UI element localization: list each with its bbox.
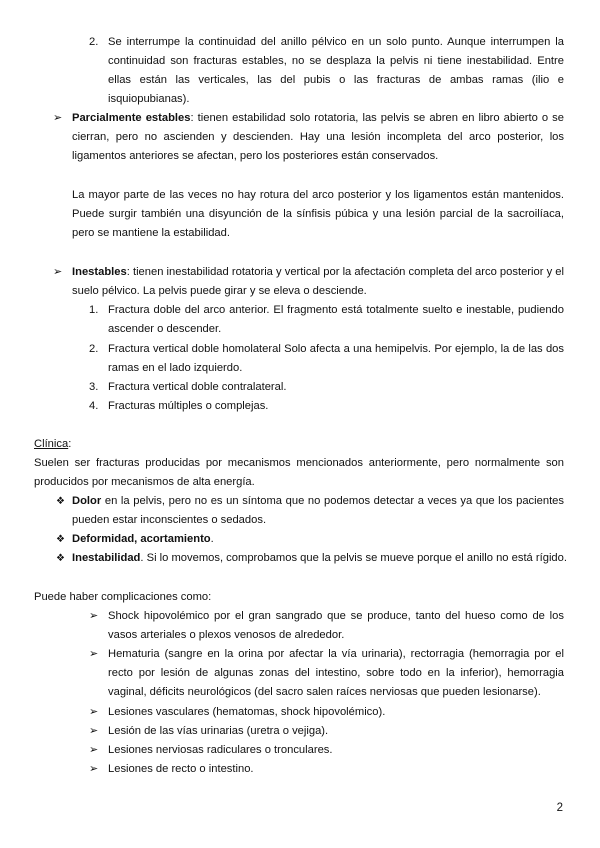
list-number: 1. [89,304,99,316]
arrow-bullet-icon: ➢ [53,266,63,278]
parcialmente-paragraph [72,109,564,166]
arrow-bullet-icon: ➢ [89,648,99,660]
clinica-item-text: . Si lo movemos, comprobamos que la pelvis se mueve porque el anillo no está rígido. [140,552,567,564]
clinica-item-text: . [210,533,214,545]
inestables-text: : tienen inestabilidad rotatoria y vertical por la afectación completa del arco posterior y el suelo pélvico. La pelvis puede girar y se eleva o desciende. [72,266,564,297]
clinica-item-bold: Deformidad, acortamiento [72,533,211,545]
arrow-bullet-icon: ➢ [89,725,99,737]
clinica-intro: Suelen ser fracturas producidas por mecanismos mencionados anteriormente, pero normalmente son producidos por mecanismos de alta energía. [34,457,564,488]
diamond-bullet-icon: ❖ [56,496,65,507]
complicaciones-intro: Puede haber complicaciones como: [34,591,212,603]
arrow-bullet-icon: ➢ [89,763,99,775]
list-item-text: Fractura vertical doble contralateral. [108,381,287,393]
arrow-bullet-icon: ➢ [89,610,99,622]
inestables-title: Inestables [72,266,127,278]
parcialmente-text: : tienen estabilidad solo rotatoria, las pelvis se abren en libro abierto o se cierran, pero no ascienden y descienden. Hay una lesión incompleta del arco posterior, los ligamentos anteriores se afectan, pero los posteriores están conservados. [72,112,564,162]
list-number: 2. [89,36,99,48]
list-item-text: Fractura vertical doble homolateral Solo afecta a una hemipelvis. Por ejemplo, la de las dos ramas en el lado izquierdo. [108,343,564,374]
list-number: 2. [89,343,99,355]
clinica-item [72,492,564,530]
diamond-bullet-icon: ❖ [56,553,65,564]
clinica-item [72,549,572,568]
inestables-paragraph [72,263,564,301]
heading-colon: : [68,438,72,450]
arrow-bullet-icon: ➢ [89,744,99,756]
complicacion-item: Lesiones vasculares (hematomas, shock hipovolémico). [108,706,386,718]
list-number: 3. [89,381,99,393]
complicacion-item: Shock hipovolémico por el gran sangrado que se produce, tanto del hueso como de los vasos arteriales o plexos venosos de alrededor. [108,610,564,641]
page-number: 2 [556,802,563,814]
list-item-text: Fracturas múltiples o complejas. [108,400,269,412]
clinica-item-text: en la pelvis, pero no es un síntoma que no podemos detectar a veces ya que los pacientes pueden estar inconscientes o sedados. [72,495,564,526]
complicacion-item: Lesiones de recto o intestino. [108,763,254,775]
clinica-heading: Clínica [34,438,69,450]
clinica-item [72,530,564,549]
parcialmente-title: Parcialmente estables [72,112,191,124]
complicacion-item: Hematuria (sangre en la orina por afectar la vía urinaria), rectorragia (hemorragia por el recto por lesión de algunas zonas del intestino, sobre todo en la inferior), hemorragia vaginal, déficits neurológicos (del sacro salen raíces nerviosas que pueden lesionarse). [108,648,564,698]
clinica-item-bold: Inestabilidad [72,552,141,564]
diamond-bullet-icon: ❖ [56,534,65,545]
parcialmente-paragraph-2: La mayor parte de las veces no hay rotura del arco posterior y los ligamentos están mantenidos. Puede surgir también una disyunción de la sínfisis púbica y una lesión parcial de la sacroilíaca, pero se mantiene la estabilidad. [72,189,564,239]
list-item-text: Fractura doble del arco anterior. El fragmento está totalmente suelto e inestable, pudiendo ascender o descender. [108,304,564,335]
list-number: 4. [89,400,99,412]
list-item-text: Se interrumpe la continuidad del anillo pélvico en un solo punto. Aunque interrumpen la continuidad son fracturas estables, no se desplaza la pelvis ni tiene inestabilidad. Entre ellas están las verticales, las del pubis o las fracturas de ambas ramas (ilio e isquiopubianas). [108,36,564,105]
clinica-item-bold: Dolor [72,495,102,507]
section-heading [34,435,71,454]
complicacion-item: Lesión de las vías urinarias (uretra o vejiga). [108,725,329,737]
arrow-bullet-icon: ➢ [89,706,99,718]
arrow-bullet-icon: ➢ [53,112,63,124]
complicacion-item: Lesiones nerviosas radiculares o tronculares. [108,744,333,756]
